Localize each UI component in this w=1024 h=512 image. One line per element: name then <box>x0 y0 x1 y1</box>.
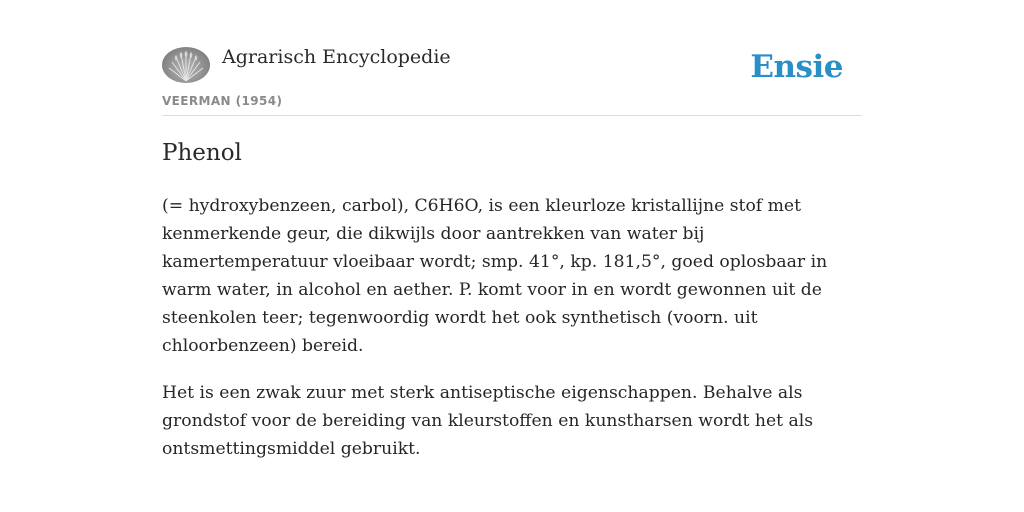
source-meta: VEERMAN (1954) <box>162 94 283 108</box>
entry-paragraph: Het is een zwak zuur met sterk antiseptische eigenschappen. Behalve als grondstof voor de bereiding van kleurstoffen en kunstharsen wordt het als ontsmettingsmiddel gebruikt. <box>162 383 814 459</box>
brand-logo[interactable]: Ensie <box>750 49 843 85</box>
wheat-sheaf-icon[interactable] <box>162 47 210 83</box>
entry-paragraph: (= hydroxybenzeen, carbol), C6H6O, is een kleurloze kristallijne stof met kenmerkende geur, die dikwijls door aantrekken van water bij kamertemperatuur vloeibaar wordt; smp. 41°, kp. 181,5°, goed oplosbaar in warm water, in alcohol en aether. P. komt voor in en wordt gewonnen uit de steenkolen teer; tegenwoordig wordt het ook synthetisch (voorn. uit chloorbenzeen) bereid. <box>162 196 828 356</box>
entry-body <box>162 192 862 482</box>
source-title[interactable]: Agrarisch Encyclopedie <box>222 46 451 68</box>
source-header <box>162 0 862 116</box>
entry-title: Phenol <box>162 140 242 166</box>
page-container <box>162 0 862 459</box>
